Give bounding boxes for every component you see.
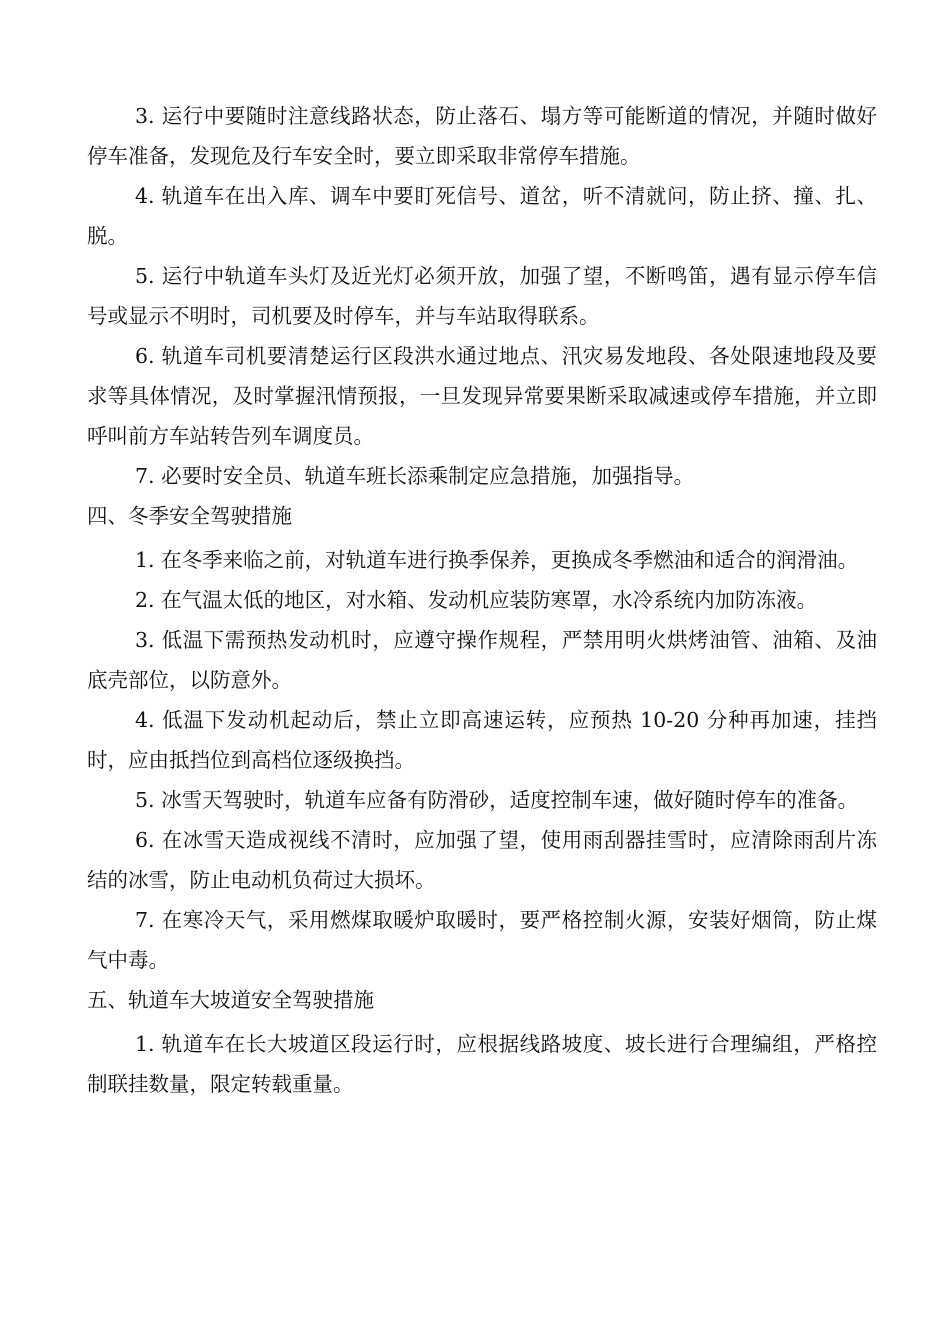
winter-item-4: 4. 低温下发动机起动后，禁止立即高速运转，应预热 10-20 分种再加速，挂挡时，应由抵挡位到高档位逐级换挡。: [87, 708, 877, 772]
winter-item-7: 7. 在寒冷天气，采用燃煤取暖炉取暖时，要严格控制火源，安装好烟筒，防止煤气中毒。: [87, 908, 877, 972]
winter-item-5: 5. 冰雪天驾驶时，轨道车应备有防滑砂，适度控制车速，做好随时停车的准备。: [135, 788, 859, 812]
section-heading-winter: 四、冬季安全驾驶措施: [87, 504, 292, 528]
document-page: [87, 96, 877, 1104]
paragraph-item-7: 7. 必要时安全员、轨道车班长添乘制定应急措施，加强指导。: [135, 464, 695, 488]
paragraph-item-6: 6. 轨道车司机要清楚运行区段洪水通过地点、汛灾易发地段、各处限速地段及要求等具体情况，及时掌握汛情预报，一旦发现异常要果断采取减速或停车措施，并立即呼叫前方车站转告列车调度员。: [87, 344, 877, 448]
winter-item-1: 1. 在冬季来临之前，对轨道车进行换季保养，更换成冬季燃油和适合的润滑油。: [135, 548, 859, 572]
winter-item-3: 3. 低温下需预热发动机时，应遵守操作规程，严禁用明火烘烤油管、油箱、及油底壳部位，以防意外。: [87, 628, 877, 692]
paragraph-item-4: 4. 轨道车在出入库、调车中要盯死信号、道岔，听不清就问，防止挤、撞、扎、脱。: [87, 184, 877, 248]
slope-item-1: 1. 轨道车在长大坡道区段运行时，应根据线路坡度、坡长进行合理编组，严格控制联挂数量，限定转载重量。: [87, 1032, 877, 1096]
paragraph-item-3: 3. 运行中要随时注意线路状态，防止落石、塌方等可能断道的情况，并随时做好停车准备，发现危及行车安全时，要立即采取非常停车措施。: [87, 104, 877, 168]
paragraph-item-5: 5. 运行中轨道车头灯及近光灯必须开放，加强了望，不断鸣笛，遇有显示停车信号或显示不明时，司机要及时停车，并与车站取得联系。: [87, 264, 877, 328]
winter-item-6: 6. 在冰雪天造成视线不清时，应加强了望，使用雨刮器挂雪时，应清除雨刮片冻结的冰雪，防止电动机负荷过大损坏。: [87, 828, 877, 892]
winter-item-2: 2. 在气温太低的地区，对水箱、发动机应装防寒罩，水冷系统内加防冻液。: [135, 588, 818, 612]
section-heading-slope: 五、轨道车大坡道安全驾驶措施: [87, 988, 374, 1012]
